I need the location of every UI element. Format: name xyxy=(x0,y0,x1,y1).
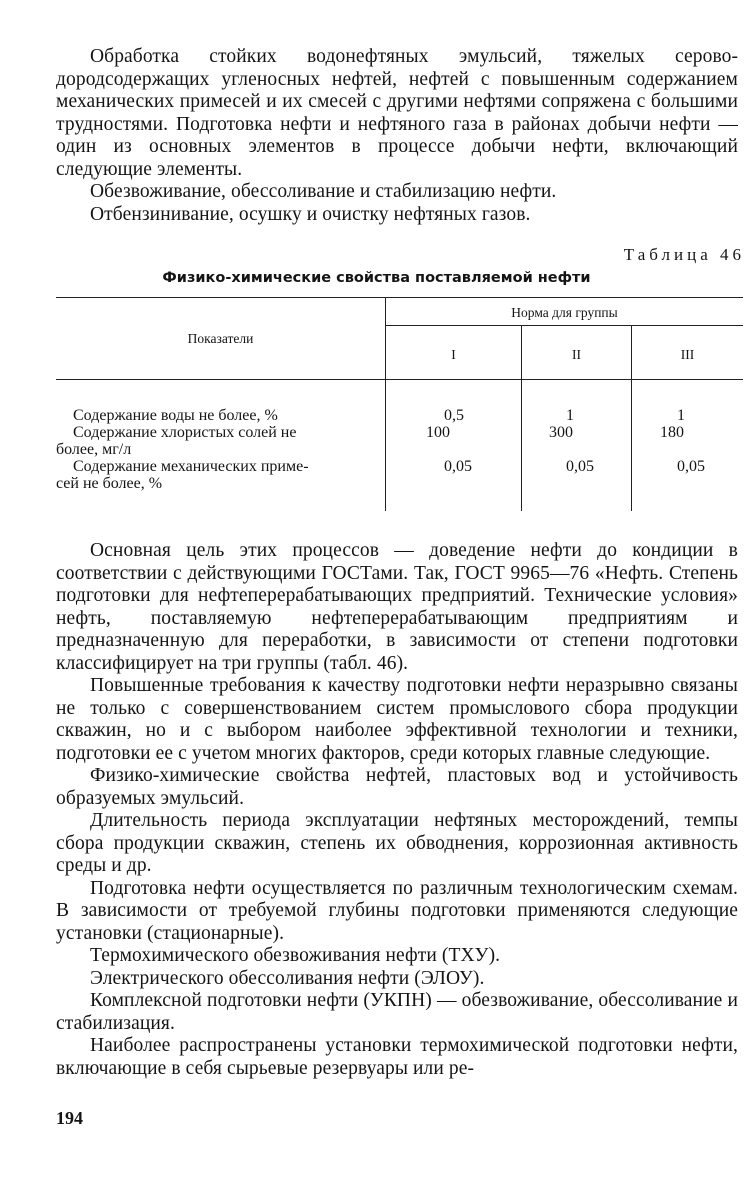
table-header-rule xyxy=(56,379,743,380)
paragraph-thu: Термохимического обезвоживания нефти (ТХУ). xyxy=(90,945,501,966)
table-divider-1 xyxy=(385,297,386,511)
paragraph-duration: Длительность периода эксплуатации нефтяных месторождений, темпы сбора продукции скважин, степень их обводнения, коррозионная активность среды и др. xyxy=(56,810,738,876)
value-salts-3: 180 xyxy=(660,424,684,441)
paragraph-goal: Основная цель этих процессов — доведение нефти до кондиции в соответствии с действующими ГОСТами. Так, ГОСТ 9965—76 «Нефть. Степень подготовки для нефтеперерабатывающих предприятий. Технические условия» нефть, поставляемую нефтеперерабатывающим предприятиям и предназначенную для переработки, в зависимости от степени подготовки классифицирует на три группы (табл. 46). xyxy=(56,540,738,674)
row-label-impurities-cont: сей не более, % xyxy=(56,475,163,492)
table-group-rule xyxy=(386,325,743,326)
value-salts-2: 300 xyxy=(549,424,573,441)
value-water-2: 1 xyxy=(566,407,574,424)
value-water-1: 0,5 xyxy=(444,407,464,424)
row-label-water: Содержание воды не более, % xyxy=(73,407,278,424)
properties-table xyxy=(56,297,743,511)
value-salts-1: 100 xyxy=(426,424,450,441)
paragraph-common: Наиболее распространены установки термохимической подготовки нефти, включающие в себя сырьевые резервуары или ре- xyxy=(56,1035,738,1079)
table-caption: Таблица 46 xyxy=(623,245,745,264)
page-number: 194 xyxy=(56,1108,83,1128)
table-top-rule xyxy=(56,297,743,298)
paragraph-requirements: Повышенные требования к качеству подготовки нефти неразрывно связаны не только с совершенствованием систем промыслового сбора продукции скважин, но и с выбором наиболее эффективной технологии и техники, подготовки ее с учетом многих факторов, среди которых главные следующие. xyxy=(56,675,738,764)
header-indicators: Показатели xyxy=(187,331,254,346)
value-impurities-3: 0,05 xyxy=(677,458,705,475)
header-norm-group: Норма для группы xyxy=(511,305,618,320)
body-section xyxy=(56,540,738,1080)
value-impurities-2: 0,05 xyxy=(566,458,594,475)
paragraph-schemes: Подготовка нефти осуществляется по различным технологическим схемам. В зависимости от требуемой глубины подготовки применяются следующие установки (стационарные). xyxy=(56,877,738,944)
header-group-3: III xyxy=(680,347,695,362)
paragraph-ukpn: Комплексной подготовки нефти (УКПН) — обезвоживание, обессоливание и стабилизация. xyxy=(56,990,738,1034)
paragraph-intro: Обработка стойких водонефтяных эмульсий, тяжелых сероводородсодержащих угленосных нефтей, нефтей с повышенным содержанием механических примесей и их смесей с другими нефтями сопряжена с большими трудностями. Подготовка нефти и нефтяного газа в районах добычи нефти — один из основных элементов в процессе добычи нефти, включающий следующие элементы. xyxy=(56,46,738,180)
header-group-1: I xyxy=(451,347,456,362)
value-impurities-1: 0,05 xyxy=(444,458,472,475)
intro-section xyxy=(56,46,738,226)
paragraph-elou: Электрического обессоливания нефти (ЭЛОУ). xyxy=(90,967,485,989)
row-label-impurities: Содержание механических приме- xyxy=(73,458,309,475)
table-title: Физико-химические свойства поставляемой нефти xyxy=(162,270,591,286)
row-label-salts: Содержание хлористых солей не xyxy=(73,424,297,441)
header-group-2: II xyxy=(572,347,581,362)
paragraph-dewatering: Обезвоживание, обессоливание и стабилизацию нефти. xyxy=(90,181,557,202)
paragraph-properties: Физико-химические свойства нефтей, пластовых вод и устойчивость образуемых эмульсий. xyxy=(56,765,738,809)
value-water-3: 1 xyxy=(677,407,685,424)
paragraph-gas-treatment: Отбензинивание, осушку и очистку нефтяных газов. xyxy=(90,203,531,225)
row-label-salts-cont: более, мг/л xyxy=(56,441,132,458)
